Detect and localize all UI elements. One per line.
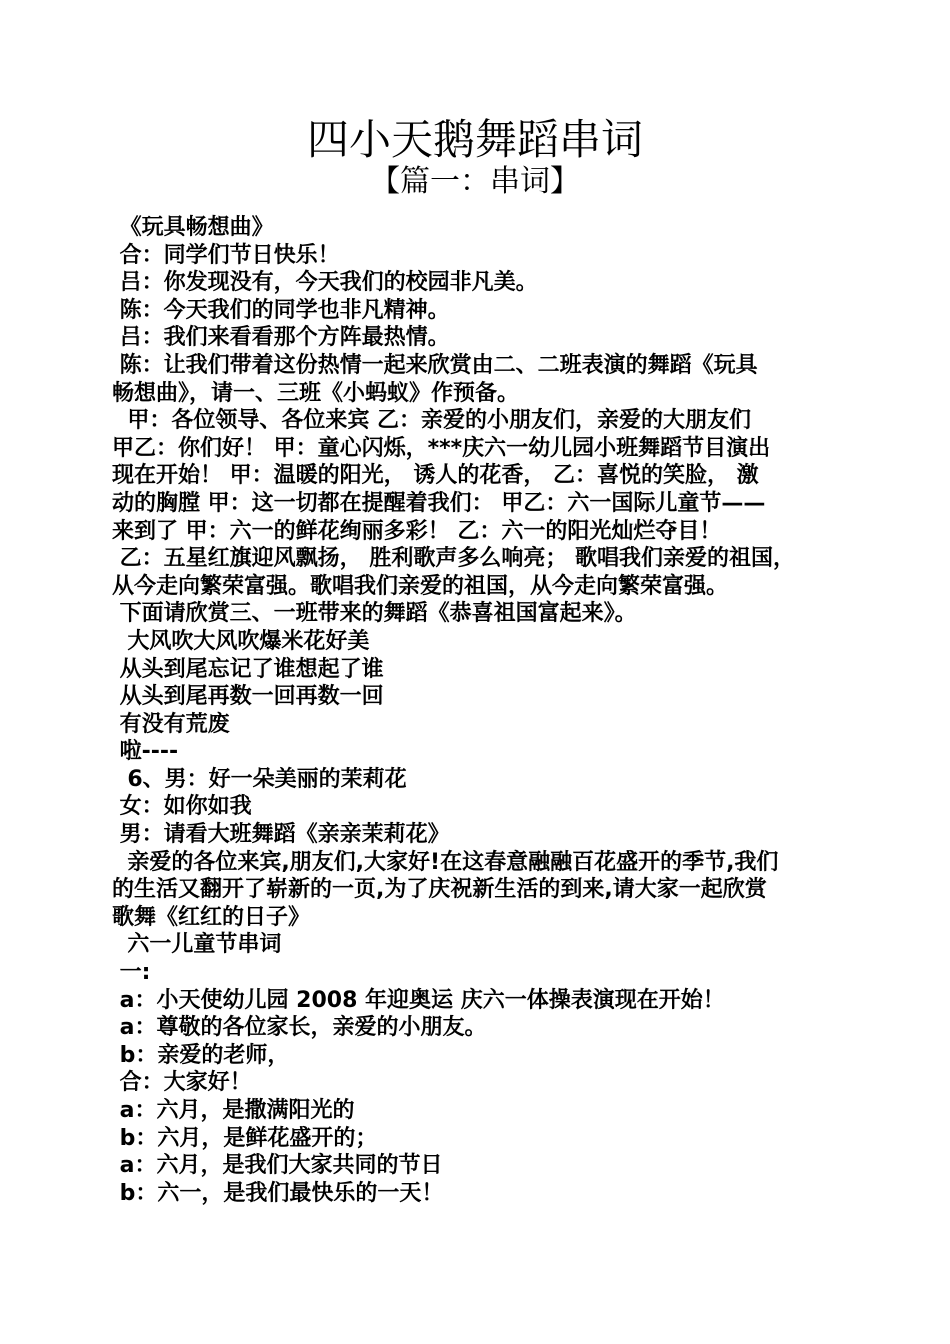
text-line: 下面请欣赏三、一班带来的舞蹈《恭喜祖国富起来》。	[112, 601, 637, 627]
text-line: 男：请看大班舞蹈《亲亲茉莉花》	[112, 822, 450, 848]
text-line: 现在开始！ 甲：温暖的阳光， 诱人的花香， 乙：喜悦的笑脸， 激	[112, 463, 759, 489]
page-subtitle: 【篇一：串词】	[370, 164, 580, 199]
text-line: 甲：各位领导、各位来宾 乙：亲爱的小朋友们，亲爱的大朋友们	[112, 408, 751, 434]
body-text	[112, 214, 852, 1207]
text-line: 亲爱的各位来宾,朋友们,大家好!在这春意融融百花盛开的季节,我们	[112, 849, 779, 875]
text-line: 合：同学们节日快乐！	[112, 242, 340, 268]
text-line: 来到了 甲：六一的鲜花绚丽多彩！ 乙：六一的阳光灿烂夺目！	[112, 518, 722, 544]
text-line: 合：大家好！	[112, 1070, 252, 1096]
text-line: 陈：让我们带着这份热情一起来欣赏由二、二班表演的舞蹈《玩具	[112, 352, 758, 378]
page-title: 四小天鹅舞蹈串词	[306, 115, 643, 164]
text-line: 乙：五星红旗迎风飘扬， 胜利歌声多么响亮； 歌唱我们亲爱的祖国，	[112, 546, 795, 572]
text-line: 一:	[112, 960, 151, 986]
text-line: 女：如你如我	[112, 794, 252, 820]
text-line: 甲乙：你们好！ 甲：童心闪烁，***庆六一幼儿园小班舞蹈节目演出	[112, 435, 771, 461]
text-line: 从头到尾再数一回再数一回	[112, 684, 384, 710]
text-line: 吕：我们来看看那个方阵最热情。	[112, 325, 450, 351]
text-line: 的生活又翻开了崭新的一页,为了庆祝新生活的到来,请大家一起欣赏	[112, 877, 767, 903]
text-line: 陈：今天我们的同学也非凡精神。	[112, 297, 450, 323]
text-line: b：六月，是鲜花盛开的；	[112, 1125, 378, 1151]
text-line: 动的胸膛 甲：这一切都在提醒着我们： 甲乙：六一国际儿童节——	[112, 490, 766, 516]
text-line: 从今走向繁荣富强。歌唱我们亲爱的祖国，从今走向繁荣富强。	[112, 573, 729, 599]
text-line: 六一儿童节串词	[112, 932, 282, 958]
text-line: 歌舞《红红的日子》	[112, 904, 311, 930]
text-line: 啦----	[112, 739, 179, 765]
text-line: 6、男：好一朵美丽的茉莉花	[112, 766, 407, 792]
text-line: a：小天使幼儿园 2008 年迎奥运 庆六一体操表演现在开始！	[112, 987, 725, 1013]
text-line: 《玩具畅想曲》	[112, 215, 274, 240]
text-line: a：六月，是我们大家共同的节日	[112, 1153, 443, 1179]
text-line: b：亲爱的老师，	[112, 1042, 290, 1068]
text-line: 畅想曲》，请一、三班《小蚂蚁》作预备。	[112, 380, 520, 406]
text-line: 有没有荒废	[112, 711, 230, 737]
text-line: a：六月，是撒满阳光的	[112, 1098, 355, 1123]
text-line: a：尊敬的各位家长，亲爱的小朋友。	[112, 1015, 487, 1041]
text-line: b：六一，是我们最快乐的一天！	[112, 1180, 444, 1206]
text-line: 从头到尾忘记了谁想起了谁	[112, 656, 384, 682]
text-line: 大风吹大风吹爆米花好美	[112, 628, 370, 654]
text-line: 吕：你发现没有，今天我们的校园非凡美。	[112, 270, 538, 296]
